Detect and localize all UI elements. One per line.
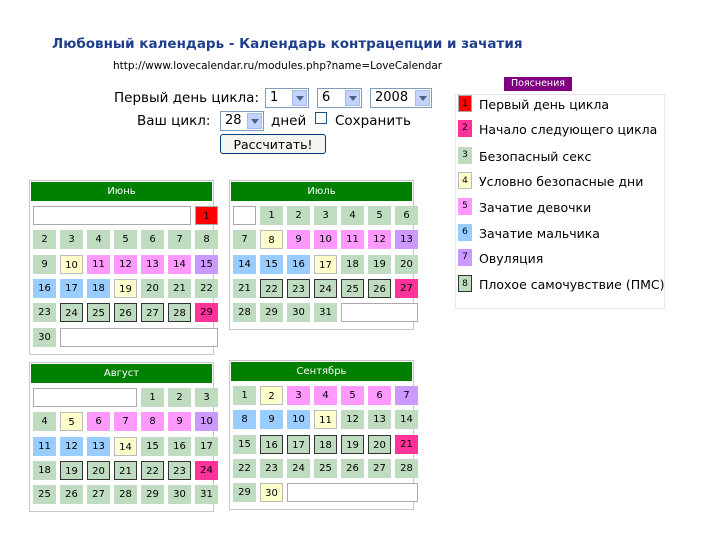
day-cell[interactable]: 12	[368, 230, 391, 249]
day-cell[interactable]: 22	[260, 279, 283, 298]
legend-label-4: Условно безопасные дни	[479, 174, 644, 189]
day-cell[interactable]: 1	[233, 386, 256, 405]
day-cell[interactable]: 26	[114, 303, 137, 322]
day-cell[interactable]: 7	[114, 412, 137, 431]
month-calendar	[229, 180, 414, 330]
day-cell[interactable]: 18	[341, 255, 364, 274]
day-cell[interactable]: 27	[141, 303, 164, 322]
day-cell[interactable]: 9	[33, 255, 56, 274]
day-cell[interactable]: 25	[341, 279, 364, 298]
day-cell[interactable]: 1	[141, 388, 164, 407]
day-cell[interactable]: 21	[395, 435, 418, 454]
day-cell[interactable]: 12	[60, 437, 83, 456]
day-cell[interactable]: 23	[260, 459, 283, 478]
day-cell[interactable]: 12	[341, 410, 364, 429]
day-cell[interactable]: 4	[314, 386, 337, 405]
day-cell[interactable]: 7	[168, 230, 191, 249]
day-cell[interactable]: 27	[87, 485, 110, 504]
day-cell[interactable]: 8	[260, 230, 283, 249]
day-cell[interactable]: 3	[195, 388, 218, 407]
empty-cell	[287, 483, 418, 502]
legend-swatch-1: 1	[458, 95, 472, 112]
day-cell[interactable]: 30	[260, 483, 283, 502]
day-cell[interactable]: 15	[260, 255, 283, 274]
page-url: http://www.lovecalendar.ru/modules.php?name=LoveCalendar	[113, 60, 443, 72]
day-cell[interactable]: 10	[60, 255, 83, 274]
day-cell[interactable]: 3	[60, 230, 83, 249]
day-cell[interactable]: 15	[141, 437, 164, 456]
day-cell[interactable]: 10	[195, 412, 218, 431]
day-cell[interactable]: 24	[195, 461, 218, 480]
day-cell[interactable]: 3	[287, 386, 310, 405]
day-cell[interactable]: 2	[168, 388, 191, 407]
day-cell[interactable]: 13	[395, 230, 418, 249]
cycle-select-value: 28	[225, 113, 242, 128]
year-select-value: 2008	[375, 90, 409, 105]
day-cell[interactable]: 27	[395, 279, 418, 298]
day-cell[interactable]: 4	[33, 412, 56, 431]
month-header: Июнь	[31, 182, 212, 201]
day-cell[interactable]: 16	[33, 279, 56, 298]
month-header: Сентябрь	[231, 362, 412, 381]
page-title: Любовный календарь - Календарь контрацепции и зачатия	[52, 36, 523, 52]
day-cell[interactable]: 9	[260, 410, 283, 429]
day-select[interactable]	[265, 88, 309, 108]
legend-label-6: Зачатие мальчика	[479, 226, 600, 241]
day-cell[interactable]: 19	[341, 435, 364, 454]
legend-swatch-3: 3	[458, 147, 472, 164]
day-cell[interactable]: 17	[195, 437, 218, 456]
chevron-down-icon[interactable]	[415, 90, 430, 106]
day-cell[interactable]: 8	[141, 412, 164, 431]
empty-cell	[233, 206, 256, 225]
day-cell[interactable]: 2	[260, 386, 283, 405]
legend-label-2: Начало следующего цикла	[479, 122, 658, 137]
day-cell[interactable]: 8	[233, 410, 256, 429]
day-cell[interactable]: 6	[368, 386, 391, 405]
day-cell[interactable]: 17	[287, 435, 310, 454]
day-cell[interactable]: 28	[168, 303, 191, 322]
day-cell[interactable]: 29	[141, 485, 164, 504]
month-header: Август	[31, 364, 212, 383]
day-cell[interactable]: 18	[314, 435, 337, 454]
day-cell[interactable]: 10	[314, 230, 337, 249]
day-cell[interactable]: 24	[314, 279, 337, 298]
days-label: дней	[271, 113, 307, 129]
day-cell[interactable]: 25	[314, 459, 337, 478]
legend-swatch-8: 8	[458, 275, 472, 292]
day-cell[interactable]: 14	[233, 255, 256, 274]
day-cell[interactable]: 31	[195, 485, 218, 504]
day-cell[interactable]: 14	[168, 255, 191, 274]
day-cell[interactable]: 23	[168, 461, 191, 480]
day-cell[interactable]: 28	[114, 485, 137, 504]
day-cell[interactable]: 11	[314, 410, 337, 429]
legend-label-3: Безопасный секс	[479, 149, 592, 164]
day-cell[interactable]: 29	[195, 303, 218, 322]
cycle-label: Ваш цикл:	[137, 113, 211, 129]
day-cell[interactable]: 20	[395, 255, 418, 274]
day-cell[interactable]: 5	[368, 206, 391, 225]
day-cell[interactable]: 31	[314, 303, 337, 322]
month-select[interactable]	[317, 88, 362, 108]
day-cell[interactable]: 22	[141, 461, 164, 480]
empty-cell	[33, 206, 191, 225]
legend-swatch-7: 7	[458, 249, 472, 266]
day-cell[interactable]: 26	[341, 459, 364, 478]
day-cell[interactable]: 4	[341, 206, 364, 225]
empty-cell	[341, 303, 418, 322]
legend-label-1: Первый день цикла	[479, 97, 610, 112]
legend-label-8: Плохое самочувствие (ПМС)	[479, 277, 665, 292]
empty-cell	[33, 388, 137, 407]
day-cell[interactable]: 9	[287, 230, 310, 249]
day-cell[interactable]: 7	[233, 230, 256, 249]
day-cell[interactable]: 26	[60, 485, 83, 504]
day-cell[interactable]: 28	[395, 459, 418, 478]
day-cell[interactable]: 21	[168, 279, 191, 298]
day-cell[interactable]: 17	[314, 255, 337, 274]
month-calendar	[29, 362, 214, 512]
day-cell[interactable]: 2	[33, 230, 56, 249]
day-cell[interactable]: 20	[87, 461, 110, 480]
year-select[interactable]	[370, 88, 432, 108]
day-cell[interactable]: 1	[260, 206, 283, 225]
month-select-value: 6	[322, 90, 331, 105]
month-calendar	[229, 360, 414, 510]
day-cell[interactable]: 20	[368, 435, 391, 454]
day-cell[interactable]: 3	[314, 206, 337, 225]
day-cell[interactable]: 6	[141, 230, 164, 249]
chevron-down-icon[interactable]	[345, 90, 360, 106]
month-calendar	[29, 180, 214, 355]
day-cell[interactable]: 13	[141, 255, 164, 274]
day-cell[interactable]: 25	[33, 485, 56, 504]
day-cell[interactable]: 15	[233, 435, 256, 454]
day-cell[interactable]: 11	[87, 255, 110, 274]
legend-swatch-5: 5	[458, 198, 472, 215]
legend-label-7: Овуляция	[479, 251, 544, 266]
day-cell[interactable]: 1	[195, 206, 218, 225]
day-cell[interactable]: 11	[341, 230, 364, 249]
day-cell[interactable]: 5	[114, 230, 137, 249]
day-cell[interactable]: 25	[87, 303, 110, 322]
day-cell[interactable]: 5	[60, 412, 83, 431]
legend-swatch-4: 4	[458, 172, 472, 189]
legend-swatch-6: 6	[458, 224, 472, 241]
first-day-label: Первый день цикла:	[114, 90, 259, 106]
day-cell[interactable]: 30	[287, 303, 310, 322]
day-cell[interactable]: 23	[287, 279, 310, 298]
cycle-select[interactable]	[220, 111, 264, 131]
day-cell[interactable]: 14	[114, 437, 137, 456]
legend-label-5: Зачатие девочки	[479, 200, 592, 215]
day-cell[interactable]: 29	[233, 483, 256, 502]
day-cell[interactable]: 22	[195, 279, 218, 298]
chevron-down-icon[interactable]	[247, 113, 262, 129]
day-cell[interactable]: 13	[368, 410, 391, 429]
day-cell[interactable]: 13	[87, 437, 110, 456]
day-cell[interactable]: 14	[395, 410, 418, 429]
day-cell[interactable]: 19	[114, 279, 137, 298]
day-cell[interactable]: 28	[233, 303, 256, 322]
day-select-value: 1	[270, 90, 279, 105]
day-cell[interactable]: 18	[87, 279, 110, 298]
day-cell[interactable]: 8	[195, 230, 218, 249]
day-cell[interactable]: 17	[60, 279, 83, 298]
chevron-down-icon[interactable]	[292, 90, 307, 106]
day-cell[interactable]: 18	[33, 461, 56, 480]
day-cell[interactable]: 19	[368, 255, 391, 274]
day-cell[interactable]: 7	[395, 386, 418, 405]
day-cell[interactable]: 21	[233, 279, 256, 298]
day-cell[interactable]: 16	[287, 255, 310, 274]
day-cell[interactable]: 9	[168, 412, 191, 431]
day-cell[interactable]: 26	[368, 279, 391, 298]
day-cell[interactable]: 15	[195, 255, 218, 274]
empty-cell	[60, 328, 218, 347]
day-cell[interactable]: 21	[114, 461, 137, 480]
legend-swatch-2: 2	[458, 120, 472, 137]
day-cell[interactable]: 20	[141, 279, 164, 298]
day-cell[interactable]: 30	[168, 485, 191, 504]
day-cell[interactable]: 6	[87, 412, 110, 431]
day-cell[interactable]: 19	[60, 461, 83, 480]
save-label: Сохранить	[335, 113, 411, 129]
day-cell[interactable]: 30	[33, 328, 56, 347]
day-cell[interactable]: 27	[368, 459, 391, 478]
day-cell[interactable]: 16	[260, 435, 283, 454]
day-cell[interactable]: 2	[287, 206, 310, 225]
day-cell[interactable]: 24	[287, 459, 310, 478]
day-cell[interactable]: 29	[260, 303, 283, 322]
day-cell[interactable]: 4	[87, 230, 110, 249]
day-cell[interactable]: 6	[395, 206, 418, 225]
day-cell[interactable]: 22	[233, 459, 256, 478]
day-cell[interactable]: 5	[341, 386, 364, 405]
day-cell[interactable]: 12	[114, 255, 137, 274]
save-checkbox[interactable]	[315, 112, 327, 124]
calculate-button[interactable]: Рассчитать!	[220, 134, 326, 154]
legend-title: Пояснения	[504, 77, 572, 91]
day-cell[interactable]: 23	[33, 303, 56, 322]
day-cell[interactable]: 11	[33, 437, 56, 456]
day-cell[interactable]: 16	[168, 437, 191, 456]
day-cell[interactable]: 10	[287, 410, 310, 429]
day-cell[interactable]: 24	[60, 303, 83, 322]
month-header: Июль	[231, 182, 412, 201]
